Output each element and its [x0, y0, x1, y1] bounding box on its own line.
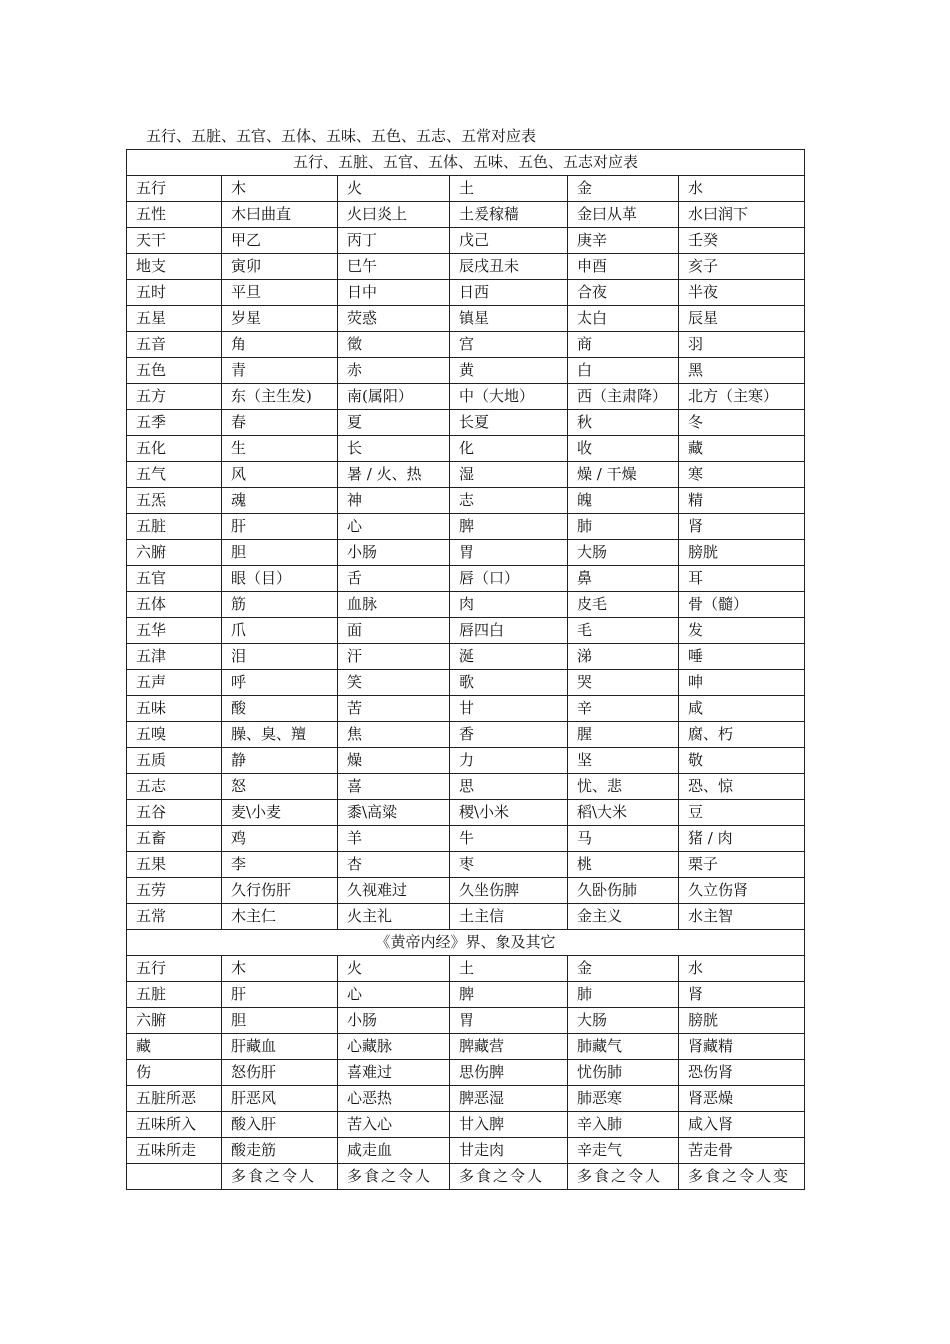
row-label-cell: 五方 — [127, 384, 222, 410]
table-cell: 发 — [679, 618, 805, 644]
table-row — [127, 956, 805, 982]
table-cell: 恐、惊 — [679, 774, 805, 800]
table-cell: 风 — [222, 462, 338, 488]
row-label-cell: 五行 — [127, 176, 222, 202]
table-cell: 皮毛 — [568, 592, 679, 618]
table-cell: 臊、臭、羶 — [222, 722, 338, 748]
table-cell: 辰星 — [679, 306, 805, 332]
table-cell: 岁星 — [222, 306, 338, 332]
table-cell: 小肠 — [338, 540, 450, 566]
table-row — [127, 254, 805, 280]
table-cell: 唇四白 — [450, 618, 568, 644]
row-label-cell: 五果 — [127, 852, 222, 878]
table-cell: 胃 — [450, 1008, 568, 1034]
table-row — [127, 1138, 805, 1164]
table-cell: 徵 — [338, 332, 450, 358]
row-label-cell: 伤 — [127, 1060, 222, 1086]
table-cell: 马 — [568, 826, 679, 852]
table-cell: 黑 — [679, 358, 805, 384]
table-cell: 脾 — [450, 982, 568, 1008]
table-cell: 秋 — [568, 410, 679, 436]
table-cell: 酸走筋 — [222, 1138, 338, 1164]
table-row — [127, 384, 805, 410]
table-cell: 精 — [679, 488, 805, 514]
table-row — [127, 852, 805, 878]
row-label-cell: 五炁 — [127, 488, 222, 514]
table-cell: 多食之令人 — [222, 1164, 338, 1190]
table-cell: 坚 — [568, 748, 679, 774]
table-cell: 甘入脾 — [450, 1112, 568, 1138]
table-cell: 白 — [568, 358, 679, 384]
table-cell: 水主智 — [679, 904, 805, 930]
table-cell: 金 — [568, 956, 679, 982]
row-label-cell: 五气 — [127, 462, 222, 488]
row-label-cell: 五味所入 — [127, 1112, 222, 1138]
table-cell: 大肠 — [568, 1008, 679, 1034]
row-label-cell: 五质 — [127, 748, 222, 774]
row-label-cell: 藏 — [127, 1034, 222, 1060]
table-cell: 苦走骨 — [679, 1138, 805, 1164]
table-cell: 水曰润下 — [679, 202, 805, 228]
table-cell: 西（主肃降） — [568, 384, 679, 410]
table-cell: 栗子 — [679, 852, 805, 878]
table-cell: 黄 — [450, 358, 568, 384]
table-cell: 荧惑 — [338, 306, 450, 332]
table-cell: 东（主生发) — [222, 384, 338, 410]
table-cell: 思 — [450, 774, 568, 800]
table-row — [127, 1034, 805, 1060]
table-cell: 申酉 — [568, 254, 679, 280]
table-cell: 水 — [679, 956, 805, 982]
table-row — [127, 644, 805, 670]
table-cell: 腐、朽 — [679, 722, 805, 748]
table-row — [127, 1112, 805, 1138]
table-cell: 多食之令人 — [338, 1164, 450, 1190]
table-cell: 大肠 — [568, 540, 679, 566]
table-row — [127, 514, 805, 540]
table-row — [127, 358, 805, 384]
table-cell: 肺 — [568, 514, 679, 540]
table-cell: 咸入肾 — [679, 1112, 805, 1138]
table-cell: 火 — [338, 956, 450, 982]
table-cell: 唾 — [679, 644, 805, 670]
table-cell: 枣 — [450, 852, 568, 878]
table-row — [127, 982, 805, 1008]
table-cell: 苦入心 — [338, 1112, 450, 1138]
table-cell: 木主仁 — [222, 904, 338, 930]
table-cell: 汗 — [338, 644, 450, 670]
section-header-row — [127, 150, 805, 176]
table-cell: 合夜 — [568, 280, 679, 306]
table-cell: 辰戌丑未 — [450, 254, 568, 280]
table-cell: 久卧伤肺 — [568, 878, 679, 904]
table-cell: 多食之令人变 — [679, 1164, 805, 1190]
table-cell: 化 — [450, 436, 568, 462]
table-row — [127, 280, 805, 306]
table-row — [127, 306, 805, 332]
table-cell: 肺恶寒 — [568, 1086, 679, 1112]
table-cell: 北方（主寒） — [679, 384, 805, 410]
table-cell: 肾藏精 — [679, 1034, 805, 1060]
table-cell: 牛 — [450, 826, 568, 852]
table-cell: 焦 — [338, 722, 450, 748]
row-label-cell: 五脏 — [127, 514, 222, 540]
row-label-cell: 六腑 — [127, 1008, 222, 1034]
table-cell: 杏 — [338, 852, 450, 878]
table-cell: 火曰炎上 — [338, 202, 450, 228]
table-cell: 眼（目） — [222, 566, 338, 592]
table-cell: 辛入肺 — [568, 1112, 679, 1138]
table-cell: 肝恶风 — [222, 1086, 338, 1112]
table-cell: 哭 — [568, 670, 679, 696]
table-cell: 长夏 — [450, 410, 568, 436]
table-cell: 豆 — [679, 800, 805, 826]
table-cell: 涎 — [450, 644, 568, 670]
row-label-cell: 天干 — [127, 228, 222, 254]
table-cell: 土主信 — [450, 904, 568, 930]
table-cell: 脾恶湿 — [450, 1086, 568, 1112]
table-cell: 喜 — [338, 774, 450, 800]
table-cell: 肺 — [568, 982, 679, 1008]
table-cell: 日中 — [338, 280, 450, 306]
table-cell: 甘 — [450, 696, 568, 722]
table-cell: 肾 — [679, 514, 805, 540]
table-row — [127, 332, 805, 358]
table-cell: 苦 — [338, 696, 450, 722]
table-cell: 肾 — [679, 982, 805, 1008]
table-cell: 木 — [222, 956, 338, 982]
row-label-cell: 地支 — [127, 254, 222, 280]
row-label-cell: 五味 — [127, 696, 222, 722]
table-row — [127, 696, 805, 722]
table-cell: 久立伤肾 — [679, 878, 805, 904]
table-cell: 南(属阳） — [338, 384, 450, 410]
table-cell: 呼 — [222, 670, 338, 696]
table-cell: 太白 — [568, 306, 679, 332]
table-cell: 稻\大米 — [568, 800, 679, 826]
table-cell: 火 — [338, 176, 450, 202]
table-cell: 生 — [222, 436, 338, 462]
table-cell: 思伤脾 — [450, 1060, 568, 1086]
row-label-cell: 五劳 — [127, 878, 222, 904]
table-cell: 久坐伤脾 — [450, 878, 568, 904]
table-cell: 胃 — [450, 540, 568, 566]
row-label-cell: 五时 — [127, 280, 222, 306]
table-cell: 中（大地） — [450, 384, 568, 410]
table-cell: 藏 — [679, 436, 805, 462]
table-cell: 夏 — [338, 410, 450, 436]
table-cell: 半夜 — [679, 280, 805, 306]
section-header-row — [127, 930, 805, 956]
row-label-cell: 五性 — [127, 202, 222, 228]
table-row — [127, 202, 805, 228]
table-cell: 稷\小米 — [450, 800, 568, 826]
row-label-cell: 五体 — [127, 592, 222, 618]
table-cell: 辛走气 — [568, 1138, 679, 1164]
table-cell: 辛 — [568, 696, 679, 722]
table-cell: 甘走肉 — [450, 1138, 568, 1164]
table-cell: 丙丁 — [338, 228, 450, 254]
table-row — [127, 566, 805, 592]
table-cell: 宫 — [450, 332, 568, 358]
table-cell: 泪 — [222, 644, 338, 670]
table-cell: 长 — [338, 436, 450, 462]
table-cell: 久行伤肝 — [222, 878, 338, 904]
row-label-cell: 五津 — [127, 644, 222, 670]
table-row — [127, 878, 805, 904]
table-cell: 火主礼 — [338, 904, 450, 930]
table-cell: 酸入肝 — [222, 1112, 338, 1138]
table-cell: 脾 — [450, 514, 568, 540]
table-cell: 怒伤肝 — [222, 1060, 338, 1086]
row-label-cell: 五星 — [127, 306, 222, 332]
table-cell: 木 — [222, 176, 338, 202]
table-cell: 日西 — [450, 280, 568, 306]
row-label-cell: 五行 — [127, 956, 222, 982]
table-row — [127, 228, 805, 254]
table-cell: 寅卯 — [222, 254, 338, 280]
row-label-cell: 五华 — [127, 618, 222, 644]
table-cell: 心 — [338, 514, 450, 540]
table-row — [127, 618, 805, 644]
row-label-cell: 五常 — [127, 904, 222, 930]
table-cell: 肉 — [450, 592, 568, 618]
table-row — [127, 1008, 805, 1034]
table-cell: 角 — [222, 332, 338, 358]
table-cell: 水 — [679, 176, 805, 202]
row-label-cell: 五化 — [127, 436, 222, 462]
table-cell: 筋 — [222, 592, 338, 618]
row-label-cell: 五脏所恶 — [127, 1086, 222, 1112]
row-label-cell: 五季 — [127, 410, 222, 436]
row-label-cell: 五谷 — [127, 800, 222, 826]
table-cell: 脾藏营 — [450, 1034, 568, 1060]
row-label-cell: 五官 — [127, 566, 222, 592]
table-cell: 忧、悲 — [568, 774, 679, 800]
table-row — [127, 774, 805, 800]
table-cell: 金曰从革 — [568, 202, 679, 228]
table-row — [127, 1060, 805, 1086]
table-cell: 肾恶燥 — [679, 1086, 805, 1112]
table-cell: 羽 — [679, 332, 805, 358]
table-cell: 酸 — [222, 696, 338, 722]
table-row — [127, 904, 805, 930]
table-cell: 呻 — [679, 670, 805, 696]
table-cell: 金主义 — [568, 904, 679, 930]
table-cell: 舌 — [338, 566, 450, 592]
table-cell: 腥 — [568, 722, 679, 748]
table-cell: 寒 — [679, 462, 805, 488]
table-cell: 心藏脉 — [338, 1034, 450, 1060]
table-cell: 庚辛 — [568, 228, 679, 254]
table-cell: 猪 / 肉 — [679, 826, 805, 852]
table-cell: 湿 — [450, 462, 568, 488]
table-cell: 香 — [450, 722, 568, 748]
table-cell: 心恶热 — [338, 1086, 450, 1112]
table-cell: 志 — [450, 488, 568, 514]
table-cell: 青 — [222, 358, 338, 384]
table-cell: 羊 — [338, 826, 450, 852]
table-cell: 冬 — [679, 410, 805, 436]
table-cell: 涕 — [568, 644, 679, 670]
table-row — [127, 670, 805, 696]
table-row — [127, 1086, 805, 1112]
table-cell: 亥子 — [679, 254, 805, 280]
correspondence-table — [126, 149, 805, 1190]
row-label-cell: 五畜 — [127, 826, 222, 852]
table-row — [127, 722, 805, 748]
table-cell: 商 — [568, 332, 679, 358]
row-label-cell: 五味所走 — [127, 1138, 222, 1164]
table-cell: 燥 — [338, 748, 450, 774]
table-cell: 巳午 — [338, 254, 450, 280]
table-cell: 鸡 — [222, 826, 338, 852]
table-cell: 燥 / 干燥 — [568, 462, 679, 488]
table-cell: 黍\高粱 — [338, 800, 450, 826]
document-title: 五行、五脏、五官、五体、五味、五色、五志、五常对应表 — [146, 127, 537, 145]
table-cell: 赤 — [338, 358, 450, 384]
table-cell: 肝 — [222, 982, 338, 1008]
table-cell: 肝藏血 — [222, 1034, 338, 1060]
table-row — [127, 748, 805, 774]
table-row — [127, 592, 805, 618]
table-cell: 胆 — [222, 1008, 338, 1034]
row-label-cell: 五脏 — [127, 982, 222, 1008]
table-row — [127, 436, 805, 462]
table-row — [127, 540, 805, 566]
table-cell: 膀胱 — [679, 1008, 805, 1034]
row-label-cell: 六腑 — [127, 540, 222, 566]
row-label-cell: 五志 — [127, 774, 222, 800]
table-cell: 敬 — [679, 748, 805, 774]
section-title: 《黄帝内经》界、象及其它 — [127, 930, 805, 956]
table-cell: 暑 / 火、热 — [338, 462, 450, 488]
table-cell: 久视难过 — [338, 878, 450, 904]
table-cell: 金 — [568, 176, 679, 202]
table-cell: 静 — [222, 748, 338, 774]
table-cell: 忧伤肺 — [568, 1060, 679, 1086]
table-cell: 咸 — [679, 696, 805, 722]
table-row — [127, 410, 805, 436]
table-cell: 多食之令人 — [568, 1164, 679, 1190]
table-cell: 春 — [222, 410, 338, 436]
table-cell: 力 — [450, 748, 568, 774]
table-cell: 多食之令人 — [450, 1164, 568, 1190]
table-cell: 咸走血 — [338, 1138, 450, 1164]
table-cell: 神 — [338, 488, 450, 514]
table-row — [127, 176, 805, 202]
table-cell: 膀胱 — [679, 540, 805, 566]
table-cell: 鼻 — [568, 566, 679, 592]
table-cell: 木曰曲直 — [222, 202, 338, 228]
section-title: 五行、五脏、五官、五体、五味、五色、五志对应表 — [127, 150, 805, 176]
table-cell: 怒 — [222, 774, 338, 800]
table-row — [127, 462, 805, 488]
table-cell: 血脉 — [338, 592, 450, 618]
table-cell: 魂 — [222, 488, 338, 514]
table-cell: 心 — [338, 982, 450, 1008]
table-row — [127, 488, 805, 514]
table-cell: 桃 — [568, 852, 679, 878]
table-cell: 镇星 — [450, 306, 568, 332]
row-label-cell — [127, 1164, 222, 1190]
table-cell: 收 — [568, 436, 679, 462]
table-cell: 喜难过 — [338, 1060, 450, 1086]
table-cell: 土 — [450, 956, 568, 982]
table-cell: 土爰稼穑 — [450, 202, 568, 228]
table-cell: 戊己 — [450, 228, 568, 254]
table-cell: 笑 — [338, 670, 450, 696]
table-cell: 唇（口） — [450, 566, 568, 592]
table-cell: 恐伤肾 — [679, 1060, 805, 1086]
row-label-cell: 五色 — [127, 358, 222, 384]
table-cell: 魄 — [568, 488, 679, 514]
row-label-cell: 五音 — [127, 332, 222, 358]
table-cell: 平旦 — [222, 280, 338, 306]
row-label-cell: 五嗅 — [127, 722, 222, 748]
table-cell: 壬癸 — [679, 228, 805, 254]
table-cell: 麦\小麦 — [222, 800, 338, 826]
table-row — [127, 800, 805, 826]
table-cell: 小肠 — [338, 1008, 450, 1034]
table-cell: 甲乙 — [222, 228, 338, 254]
table-cell: 面 — [338, 618, 450, 644]
table-cell: 骨（髓） — [679, 592, 805, 618]
row-label-cell: 五声 — [127, 670, 222, 696]
table-cell: 肺藏气 — [568, 1034, 679, 1060]
table-row — [127, 826, 805, 852]
table-cell: 爪 — [222, 618, 338, 644]
table-cell: 土 — [450, 176, 568, 202]
table-cell: 胆 — [222, 540, 338, 566]
table-cell: 毛 — [568, 618, 679, 644]
table-cell: 肝 — [222, 514, 338, 540]
table-cell: 耳 — [679, 566, 805, 592]
table-row — [127, 1164, 805, 1190]
table-cell: 歌 — [450, 670, 568, 696]
table-cell: 李 — [222, 852, 338, 878]
